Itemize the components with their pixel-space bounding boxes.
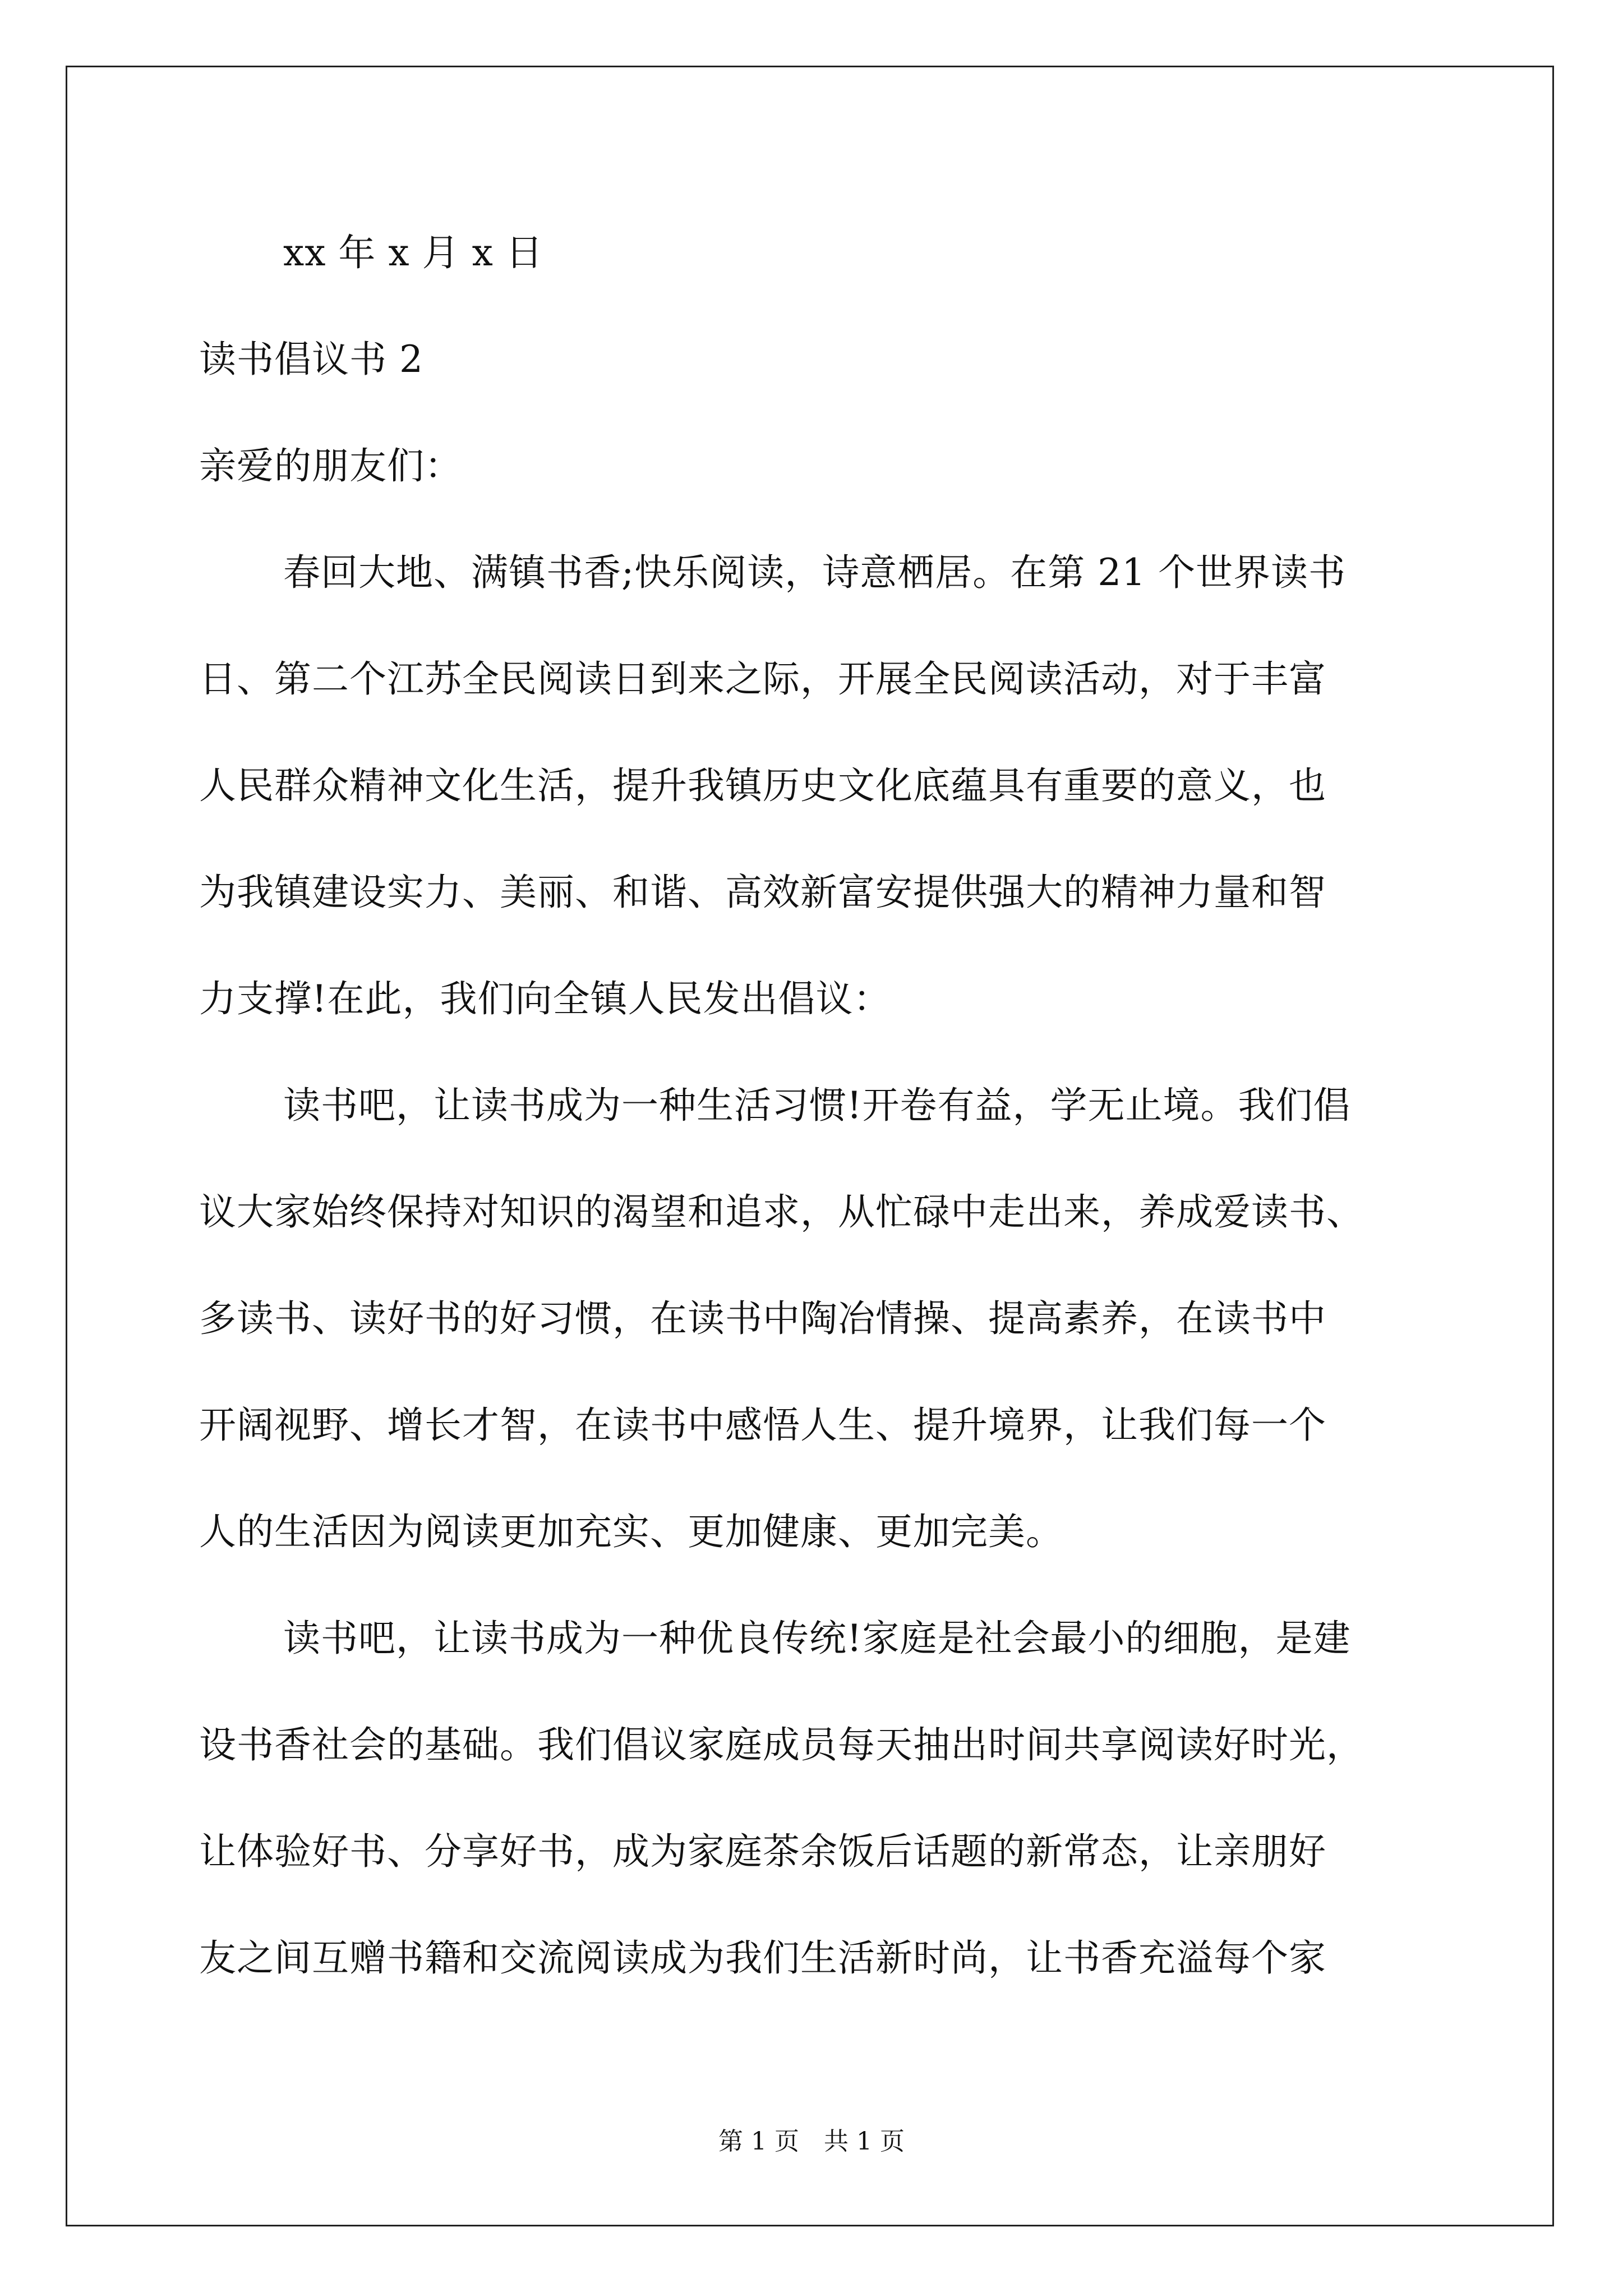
paragraph-1-line-4: 为我镇建设实力、美丽、和谐、高效新富安提供强大的精神力量和智 — [199, 871, 1326, 914]
paragraph-2-line-5: 人的生活因为阅读更加充实、更加健康、更加完美。 — [199, 1510, 1063, 1553]
paragraph-3-line-4: 友之间互赠书籍和交流阅读成为我们生活新时尚，让书香充溢每个家 — [199, 1936, 1326, 1980]
paragraph-1-line-5: 力支撑!在此，我们向全镇人民发出倡议： — [199, 977, 891, 1020]
section-title: 读书倡议书 2 — [199, 338, 423, 381]
paragraph-1-line-1: 春回大地、满镇书香;快乐阅读，诗意栖居。在第 21 个世界读书 — [283, 551, 1347, 594]
paragraph-1-line-2: 日、第二个江苏全民阅读日到来之际，开展全民阅读活动，对于丰富 — [199, 657, 1326, 701]
paragraph-3-line-3: 让体验好书、分享好书，成为家庭茶余饭后话题的新常态，让亲朋好 — [199, 1830, 1326, 1873]
paragraph-3-line-2: 设书香社会的基础。我们倡议家庭成员每天抽出时间共享阅读好时光， — [199, 1723, 1364, 1766]
paragraph-2-line-1: 读书吧，让读书成为一种生活习惯!开卷有益，学无止境。我们倡 — [283, 1084, 1351, 1127]
paragraph-3-line-1: 读书吧，让读书成为一种优良传统!家庭是社会最小的细胞，是建 — [283, 1617, 1351, 1660]
paragraph-1-line-3: 人民群众精神文化生活，提升我镇历史文化底蕴具有重要的意义，也 — [199, 764, 1326, 807]
date-line: xx 年 x 月 x 日 — [283, 231, 543, 274]
page-border — [66, 66, 1554, 2226]
page-footer: 第 1 页 共 1 页 — [718, 2127, 905, 2156]
paragraph-2-line-3: 多读书、读好书的好习惯，在读书中陶冶情操、提高素养，在读书中 — [199, 1297, 1326, 1340]
paragraph-2-line-2: 议大家始终保持对知识的渴望和追求，从忙碌中走出来，养成爱读书、 — [199, 1190, 1364, 1234]
paragraph-2-line-4: 开阔视野、增长才智，在读书中感悟人生、提升境界，让我们每一个 — [199, 1404, 1326, 1447]
salutation: 亲爱的朋友们： — [199, 444, 462, 487]
